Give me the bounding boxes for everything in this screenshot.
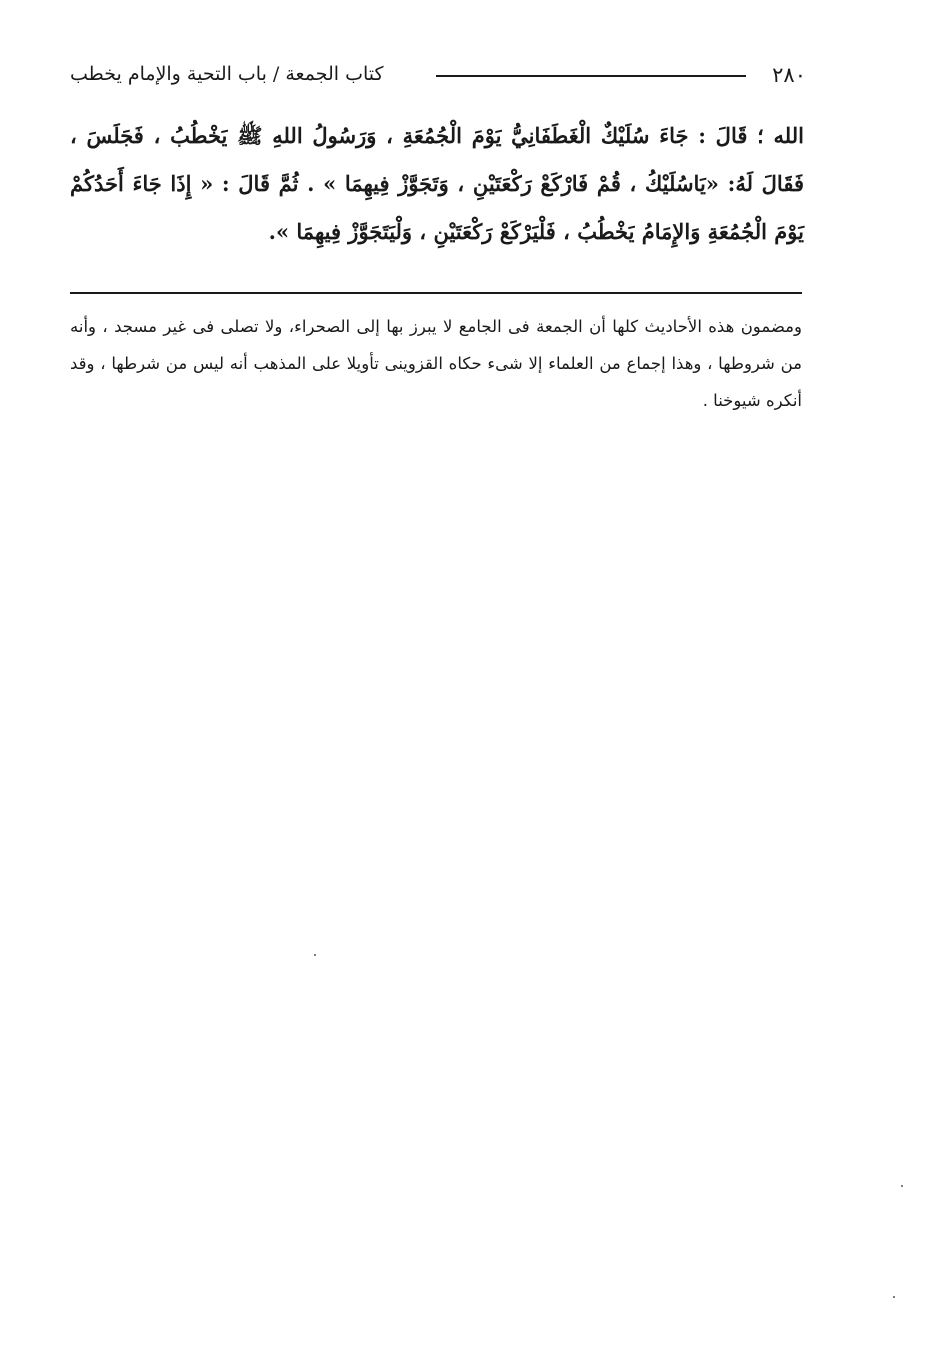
footnote-separator xyxy=(70,292,802,294)
page-number: ٢٨٠ xyxy=(772,63,806,87)
scan-speck xyxy=(901,1185,903,1187)
scan-speck xyxy=(893,1296,895,1298)
footnote-text: ومضمون هذه الأحاديث كلها أن الجمعة فى الجامع لا يبرز بها إلى الصحراء، ولا تصلى فى غير مسجد ، وأنه من شروطها ، وهذا إجماع من العلماء إلا شىء حكاه القزوينى تأويلا على المذهب أنه ليس من شرطها ، وقد أنكره شيوخنا . xyxy=(70,317,802,410)
running-title: كتاب الجمعة / باب التحية والإمام يخطب xyxy=(70,63,384,85)
scan-speck xyxy=(314,954,316,956)
page-header xyxy=(70,58,806,92)
header-rule xyxy=(436,75,746,77)
hadith-text: الله ؛ قَالَ : جَاءَ سُلَيْكٌ الْغَطَفَانِيُّ يَوْمَ الْجُمُعَةِ ، وَرَسُولُ اللهِ ﷺ يَخْطُبُ ، فَجَلَسَ ، فَقَالَ لَهُ: «يَاسُلَيْكُ ، قُمْ فَارْكَعْ رَكْعَتَيْنِ ، وَتَجَوَّزْ فِيهِمَا » . ثُمَّ قَالَ : « إِذَا جَاءَ أَحَدُكُمْ يَوْمَ الْجُمُعَةِ وَالإِمَامُ يَخْطُبُ ، فَلْيَرْكَعْ رَكْعَتَيْنِ ، وَلْيَتَجَوَّزْ فِيهِمَا ». xyxy=(70,123,804,244)
